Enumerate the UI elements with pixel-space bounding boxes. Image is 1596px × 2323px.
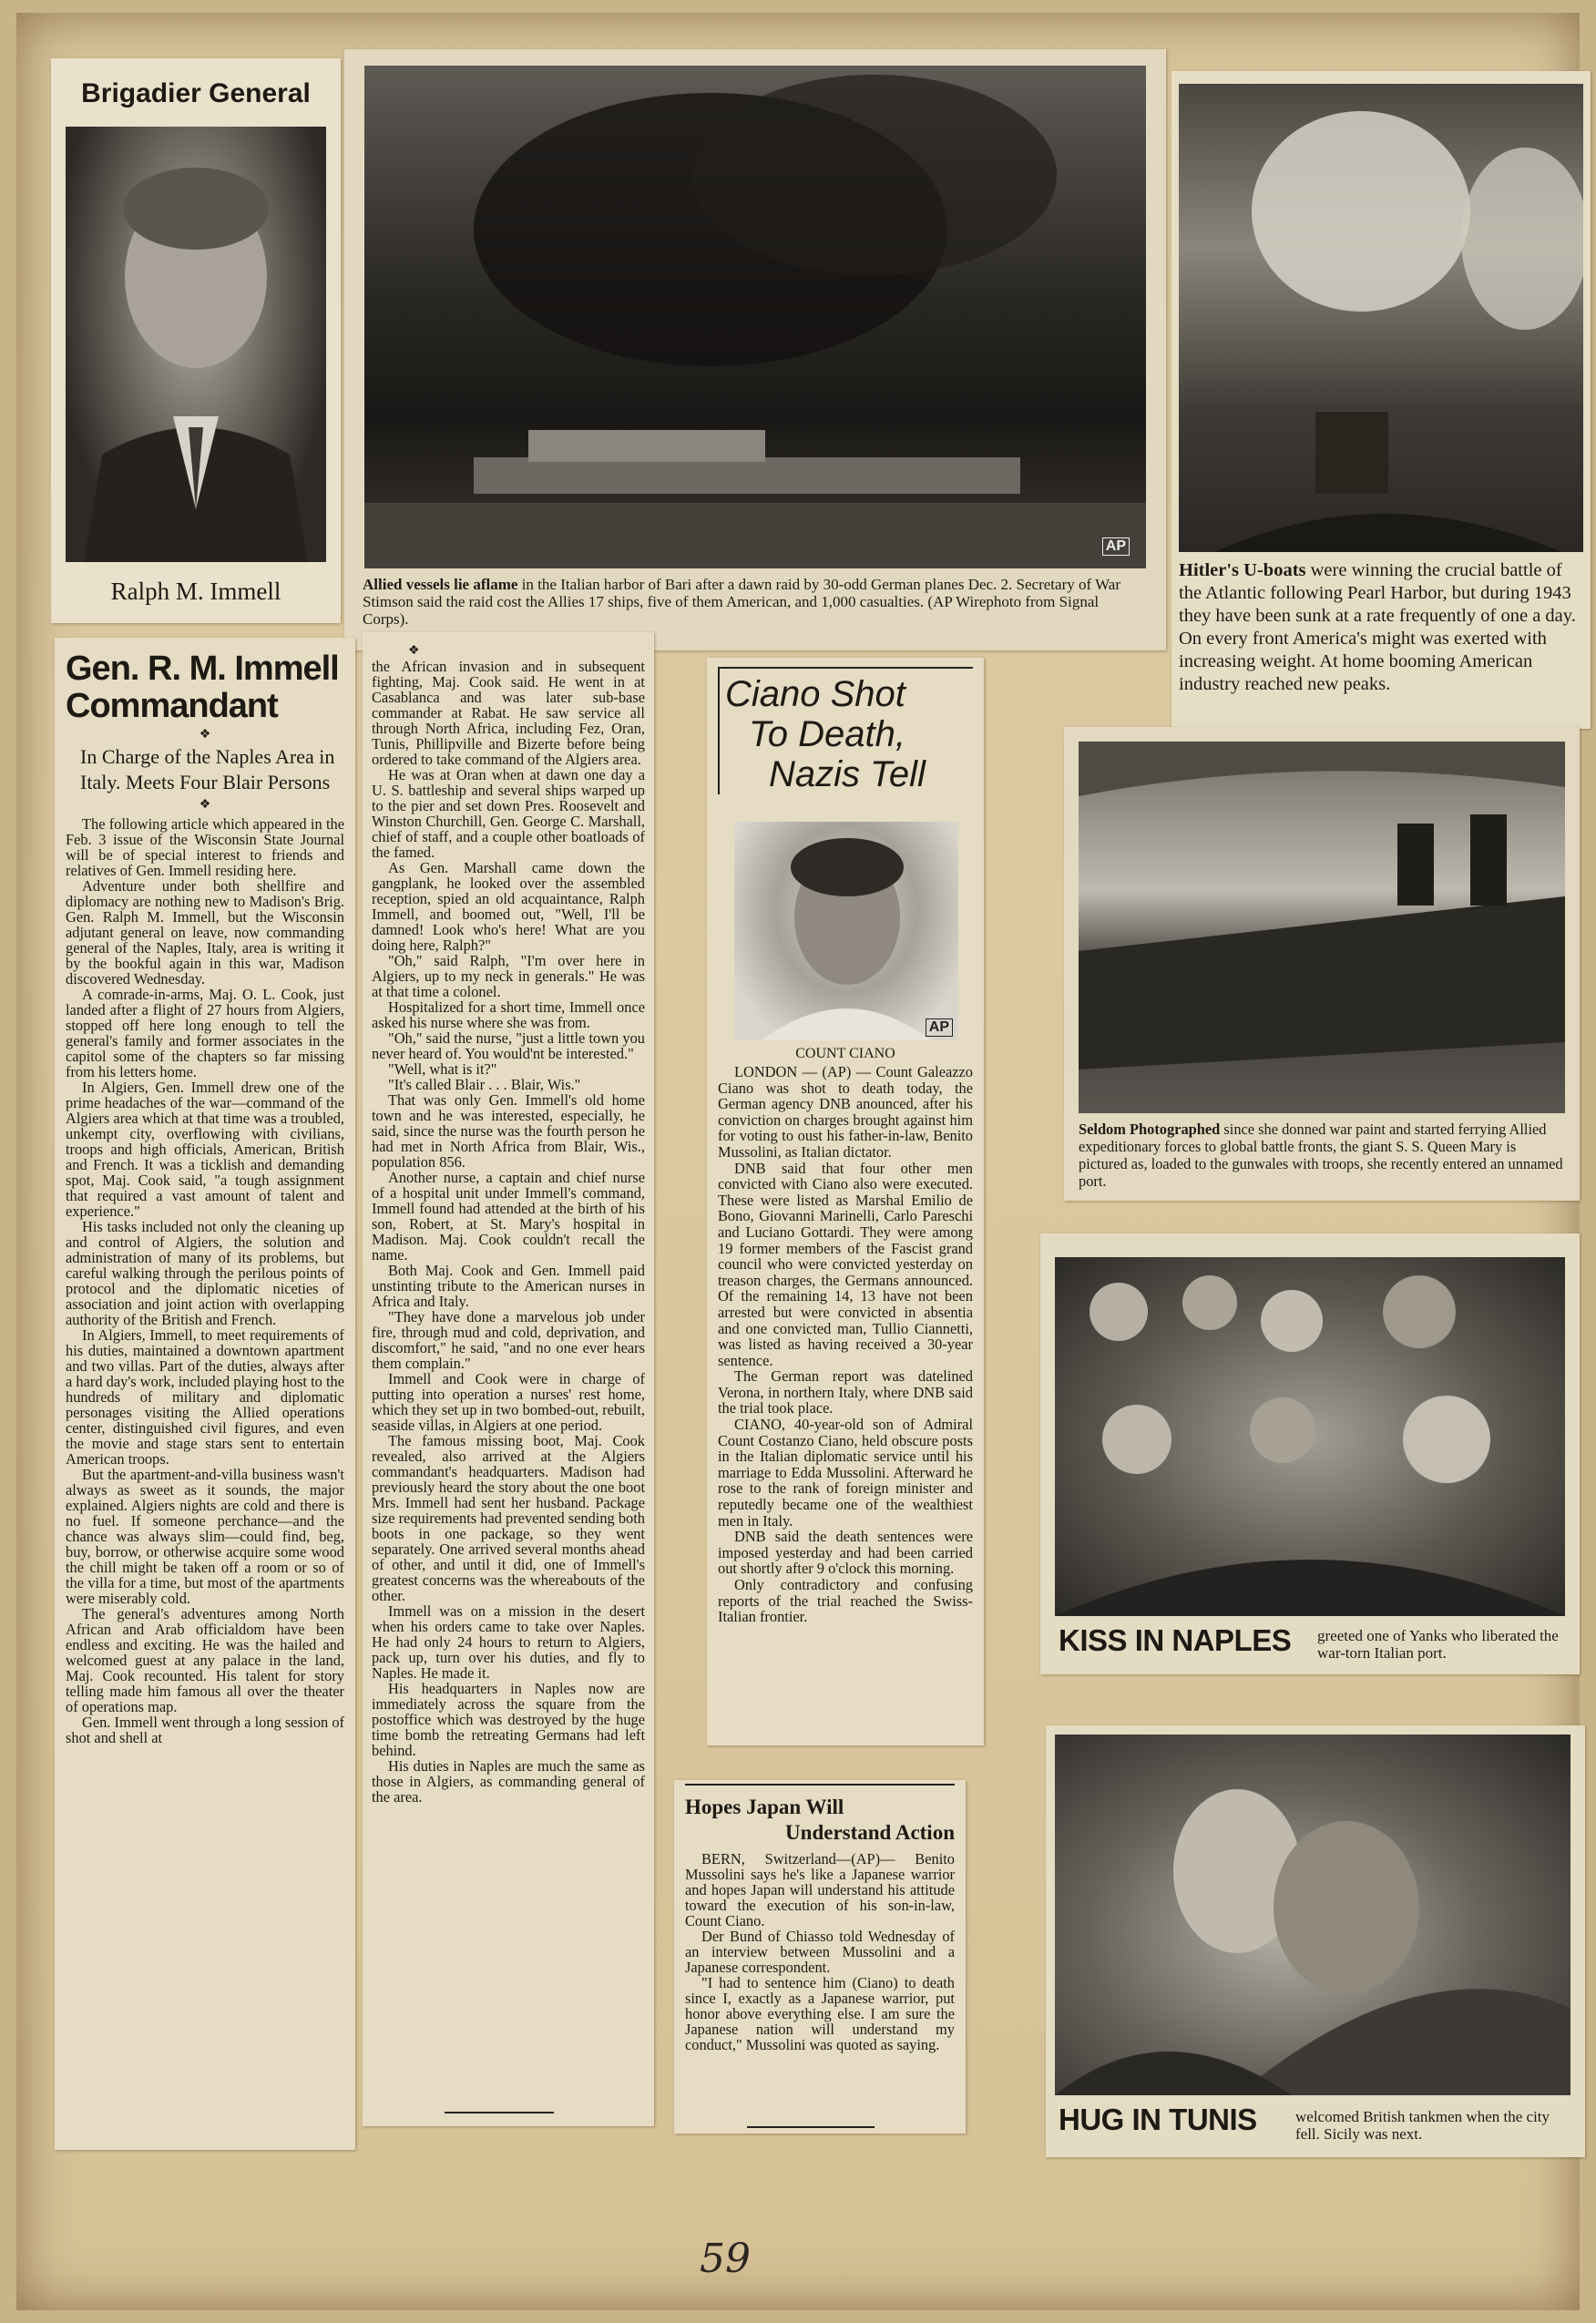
paragraph: He was at Oran when at dawn one day a U. S. battleship and several ships warped up to the pier and set down Pres. Roosevelt and Winston Churchill, Gen. George C. Marshall, chief of staff, and a couple other boatloads of the famed. bbox=[372, 766, 645, 861]
uboat-caption bbox=[1179, 559, 1583, 696]
immell-article-col2 bbox=[363, 632, 654, 2126]
paragraph: "I had to sentence him (Ciano) to death since I, exactly as a Japanese warrior, put honor above everything else. I am sure the Japanese nation will understand my conduct," Mussolini was quoted as saying. bbox=[685, 1974, 955, 2053]
uboat-caption-text: were winning the crucial battle of the Atlantic following Pearl Harbor, but during 1943 they have been sunk at a rate frequently of one a day. On every front America's might was exerted with increasing weight. At home booming American industry reached new peaks. bbox=[1179, 560, 1576, 694]
japan-top-rule bbox=[685, 1784, 955, 1786]
burning-ships-illustration bbox=[364, 66, 1146, 568]
ciano-headline-1: Ciano Shot bbox=[725, 674, 905, 714]
paragraph: In Algiers, Immell, to meet requirements of his duties, maintained a downtown apartment and two villas. Part of the duties, always after a hard day's work, included playing host to the hundreds of military and diplomatic personages visiting the Allied operations center, distinguished civil figures, and even the movie and stage stars sent to entertain American troops. bbox=[66, 1326, 344, 1468]
immell-headline-2: Commandant bbox=[66, 687, 278, 725]
paragraph: That was only Gen. Immell's old home town and he was interested, especially, he said, since the nurse was the fourth person he had met in North Africa from Blair, Wis., population 856. bbox=[372, 1091, 645, 1171]
immell-col1-body bbox=[66, 816, 344, 1745]
paragraph: Gen. Immell went through a long session of shot and shell at bbox=[66, 1714, 344, 1746]
portrait-name: Ralph M. Immell bbox=[110, 578, 281, 605]
bari-caption-text: in the Italian harbor of Bari after a dawn raid by 30-odd German planes Dec. 2. Secretary of War Stimson said the raid cost the Allies 17 ships, five of them American, and 1,000 casualties. (AP Wirephoto from Signal Corps). bbox=[363, 576, 1120, 628]
japan-bottom-rule bbox=[747, 2126, 875, 2128]
paragraph: His tasks included not only the cleaning up and control of Algiers, the solution and administration of many of its problems, but careful walking through the perilous points of protocol and the diplomatic niceties of association and joint action with overlapping authority of the British and French. bbox=[66, 1218, 344, 1328]
japan-headline-2: Understand Action bbox=[785, 1821, 955, 1844]
ciano-headline-3: Nazis Tell bbox=[769, 754, 926, 794]
col2-end-rule bbox=[445, 2112, 554, 2113]
ciano-headline-2: To Death, bbox=[749, 714, 905, 754]
depth-charge-illustration bbox=[1179, 84, 1583, 552]
ciano-clipping bbox=[707, 658, 984, 1745]
paragraph: "Oh," said the nurse, "just a little town you never heard of. You would'nt be interested." bbox=[372, 1029, 645, 1062]
ciano-headline-box bbox=[718, 667, 973, 794]
paragraph: DNB said that four other men convicted with Ciano also were executed. These were listed as Marshal Emilio de Bono, Giovanni Marinelli, Carlo Pareschi and Luciano Gottardi. They were among 19 former members of the Fascist grand council who were convicted yesterday on treason charges, the Germans announced. Of the remaining 14, 13 have not been arrested but were convicted in absentia and one convicted man, Tullio Ciannetti, was listed as having received a 30-year sentence. bbox=[718, 1159, 973, 1369]
paragraph: The German report was datelined Verona, in northern Italy, where DNB said the trial took place. bbox=[718, 1367, 973, 1417]
paragraph: The famous missing boot, Maj. Cook revealed, also arrived at the Algiers commandant's headquarters. Madison had previously heard the story about the one boot Mrs. Immell had sent her husband. Package size requirements had prevented sending both boots in one package, so they went separately. One arrived several months ahead of other, and until it did, one of Immell's greatest concerns was the whereabouts of the other. bbox=[372, 1432, 645, 1604]
paragraph: Another nurse, a captain and chief nurse of a hospital unit under Immell's command, Immell found had attended at the birth of his son, Robert, at St. Mary's hospital in Madison. Maj. Cook couldn't recall the name. bbox=[372, 1169, 645, 1264]
page-number: 59 bbox=[700, 2236, 751, 2282]
immell-headline-1: Gen. R. M. Immell bbox=[66, 650, 339, 688]
paragraph: Immell and Cook were in charge of putting into operation a nurses' rest home, which they set up in two bombed-out, rebuilt, seaside villas, in Algiers at one period. bbox=[372, 1370, 645, 1434]
uboat-photo bbox=[1179, 84, 1583, 552]
paragraph: the African invasion and in subsequent fighting, Maj. Cook said. He went in at Casablanca and was later sub-base commander at Rabat. He saw service all through North Africa, including Fez, Oran, Tunis, Phillipville and Bizerte before being ordered to take command of the Algiers area. bbox=[372, 658, 645, 768]
ciano-portrait-figure bbox=[734, 822, 958, 1040]
bari-credit: AP bbox=[1102, 537, 1130, 556]
ship-illustration bbox=[1079, 742, 1565, 1113]
paragraph: As Gen. Marshall came down the gangplank, he looked over the assembled reception, spied an old acquaintance, Ralph Immell, and boomed out, "Well, I'll be damned! Look who's here! What are you doing here, Ralph?" bbox=[372, 859, 645, 954]
bari-caption-bold: Allied vessels lie aflame bbox=[363, 576, 518, 593]
queen-mary-caption-text: since she donned war paint and started ferrying Allied expeditionary forces to global battle fronts, the giant S. S. Queen Mary is pictured as, loaded to the gunwales with troops, she recently entered an unnamed port. bbox=[1079, 1121, 1563, 1190]
embrace-illustration bbox=[1055, 1735, 1570, 2095]
paragraph: "Oh," said Ralph, "I'm over here in Algiers, up to my neck in generals." He was at that time a colonel. bbox=[372, 952, 645, 1000]
queen-mary-caption-bold: Seldom Photographed bbox=[1079, 1121, 1221, 1138]
immell-divider-bottom: ❖ bbox=[199, 798, 211, 812]
crowd-illustration bbox=[1055, 1257, 1565, 1616]
tunis-banner: HUG IN TUNIS bbox=[1059, 2103, 1257, 2136]
bari-caption bbox=[363, 576, 1148, 628]
paragraph: A comrade-in-arms, Maj. O. L. Cook, just landed after a flight of 27 hours from Algiers, stopped off here long enough to tell the general's family and former associates in the capitol some of the chapters so far missing from his letters home. bbox=[66, 986, 344, 1080]
queen-mary-clipping bbox=[1064, 727, 1580, 1201]
uboat-clipping bbox=[1171, 71, 1591, 729]
col2-divider: ❖ bbox=[408, 644, 420, 658]
portrait-heading: Brigadier General bbox=[81, 78, 311, 108]
japan-body bbox=[685, 1851, 955, 2052]
immell-col2-body bbox=[372, 659, 645, 1805]
ciano-credit: AP bbox=[926, 1018, 953, 1037]
immell-divider-top: ❖ bbox=[199, 728, 211, 742]
paragraph: "It's called Blair . . . Blair, Wis." bbox=[388, 1076, 581, 1093]
paragraph: Immell was on a mission in the desert when his orders came to take over Naples. He had only 24 hours to return to Algiers, pack up, turn over his duties, and fly to Naples. He made it. bbox=[372, 1602, 645, 1682]
tunis-clipping bbox=[1046, 1725, 1585, 2157]
bari-clipping bbox=[344, 49, 1166, 650]
paragraph: CIANO, 40-year-old son of Admiral Count Costanzo Ciano, held obscure posts in the Italian diplomatic service until his marriage to Edda Mussolini. Afterward he rose to the rank of foreign minister and reputedly became one of the wealthiest men in Italy. bbox=[718, 1416, 973, 1530]
paragraph: DNB said the death sentences were imposed yesterday and had been carried out shortly after 9 o'clock this morning. bbox=[718, 1528, 973, 1578]
paragraph: "Well, what is it?" bbox=[388, 1060, 497, 1078]
paragraph: Both Maj. Cook and Gen. Immell paid unstinting tribute to the American nurses in Africa and Italy. bbox=[372, 1262, 645, 1310]
portrait-figure bbox=[66, 127, 326, 562]
paragraph: Der Bund of Chiasso told Wednesday of an interview between Mussolini and a Japanese correspondent. bbox=[685, 1928, 955, 1976]
paragraph: BERN, Switzerland—(AP)— Benito Mussolini says he's like a Japanese warrior and hopes Japan will understand his attitude toward the execution of his son-in-law, Count Ciano. bbox=[685, 1850, 955, 1929]
naples-banner: KISS IN NAPLES bbox=[1059, 1623, 1292, 1657]
japan-headline-1: Hopes Japan Will bbox=[685, 1796, 844, 1818]
queen-mary-photo bbox=[1079, 742, 1565, 1113]
paragraph: In Algiers, Gen. Immell drew one of the prime headaches of the war—command of the Algiers area which at that time was a troubled, unkempt city, overflowing with civilians, troops and high officials, American, British and French. It was a ticklish and demanding spot, Maj. Cook said, "a tough assignment that required a vast amount of talent and experience." bbox=[66, 1079, 344, 1220]
immell-subhead: In Charge of the Naples Area in Italy. Meets Four Blair Persons bbox=[80, 745, 335, 793]
ciano-photo bbox=[734, 822, 958, 1040]
paragraph: Adventure under both shellfire and diplomacy are nothing new to Madison's Brig. Gen. Ralph M. Immell, but the Wisconsin adjutant general on leave, now commanding general of the Naples, Italy, area is writing it by the bookful again in this war, Madison discovered Wednesday. bbox=[66, 877, 344, 988]
ciano-photo-label: COUNT CIANO bbox=[795, 1046, 895, 1061]
paragraph: "They have done a marvelous job under fire, through mud and cold, deprivation, and discomfort," he said, "and no one ever hears them complain." bbox=[372, 1308, 645, 1372]
paragraph: LONDON — (AP) — Count Galeazzo Ciano was shot to death today, the German agency DNB anounced, after his conviction on charges brought against him for voting to oust his father-in-law, Benito Mussolini, as Italian dictator. bbox=[718, 1063, 973, 1161]
portrait-clipping bbox=[51, 58, 341, 623]
scrapbook-page bbox=[16, 13, 1580, 2310]
tunis-photo bbox=[1055, 1735, 1570, 2095]
paragraph: His headquarters in Naples now are immediately across the square from the postoffice which was destroyed by the huge time bomb the retreating Germans had left behind. bbox=[372, 1680, 645, 1759]
ciano-body bbox=[718, 1064, 973, 1625]
japan-clipping bbox=[674, 1780, 966, 2134]
queen-mary-caption bbox=[1079, 1121, 1565, 1190]
paragraph: But the apartment-and-villa business wasn't always as sweet as it sounds, the major explained. Algiers nights are cold and there is no fuel. If someone perchance—and the chance was always slim—could find, beg, buy, borrow, or otherwise acquire some wood the chill might be taken off a room or so of the villa for a time, but most of the apartments were miserably cold. bbox=[66, 1466, 344, 1607]
portrait-photo bbox=[66, 127, 326, 562]
paragraph: Only contradictory and confusing reports of the trial reached the Swiss-Italian frontier. bbox=[718, 1576, 973, 1626]
bari-photo bbox=[364, 66, 1146, 568]
paragraph: The following article which appeared in the Feb. 3 issue of the Wisconsin State Journal will be of special interest to friends and relatives of Gen. Immell residing here. bbox=[66, 815, 344, 879]
naples-photo bbox=[1055, 1257, 1565, 1616]
paragraph: The general's adventures among North African and Arab officialdom have been endless and exciting. He was the hailed and welcomed guest at any palace in the land, Maj. Cook recounted. His talent for story telling made him famous all over the theater of operations map. bbox=[66, 1605, 344, 1715]
paragraph: Hospitalized for a short time, Immell once asked his nurse where she was from. bbox=[372, 998, 645, 1031]
tunis-caption: welcomed British tankmen when the city fell. Sicily was next. bbox=[1295, 2108, 1550, 2143]
paragraph: His duties in Naples are much the same as those in Algiers, as commanding general of the area. bbox=[372, 1757, 645, 1806]
immell-article-col1 bbox=[55, 638, 355, 2150]
naples-caption: greeted one of Yanks who liberated the war-torn Italian port. bbox=[1317, 1627, 1559, 1662]
uboat-caption-bold: Hitler's U-boats bbox=[1179, 560, 1306, 580]
naples-clipping bbox=[1040, 1233, 1580, 1674]
